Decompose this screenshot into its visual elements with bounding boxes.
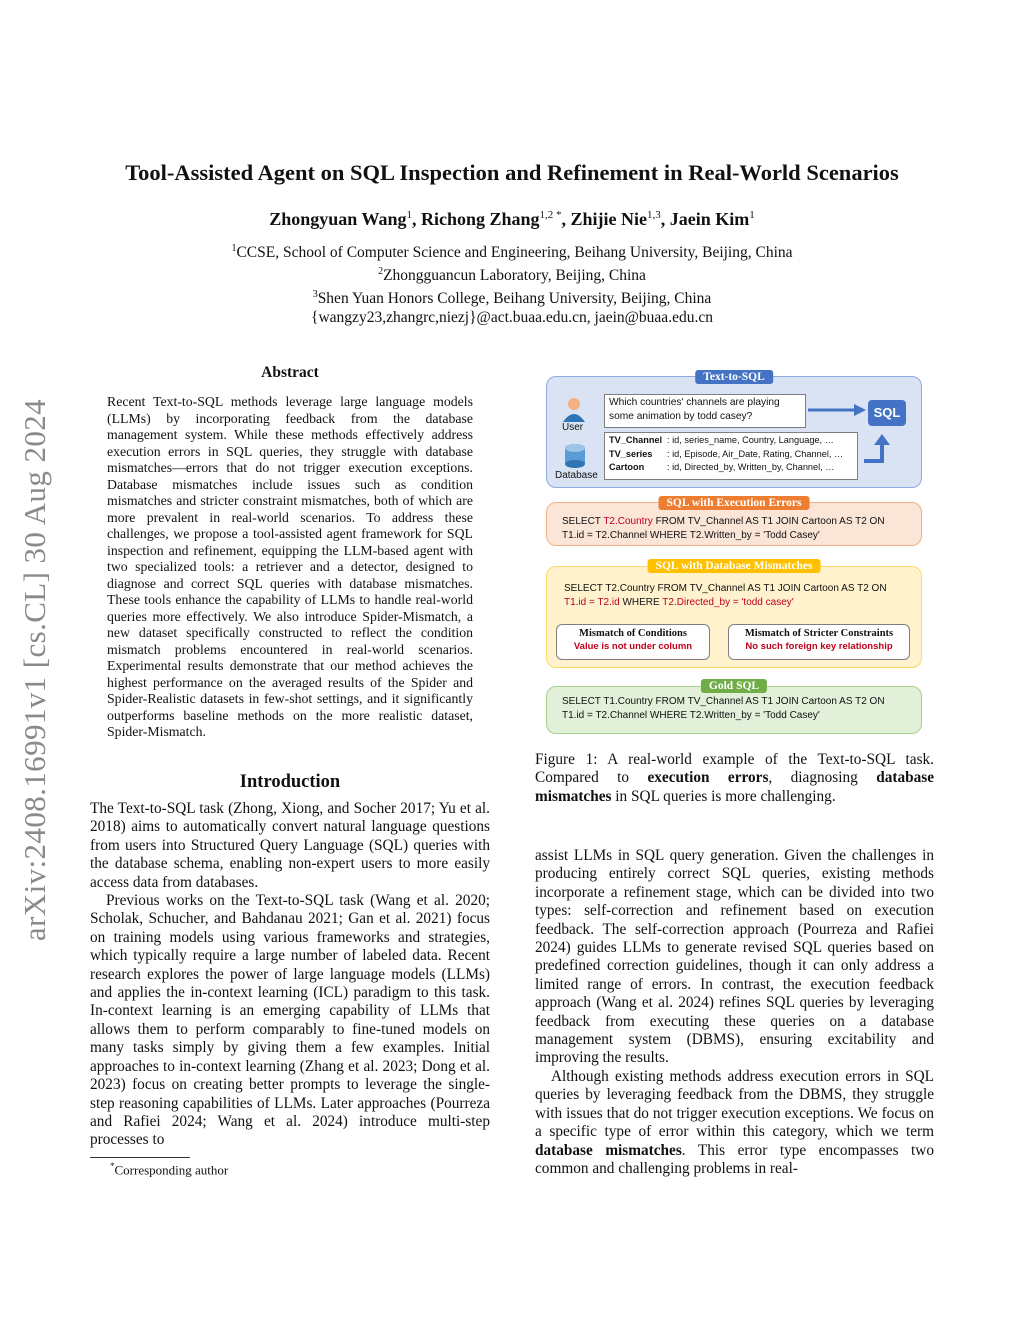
emails: {wangzy23,zhangrc,niezj}@act.buaa.edu.cn, jaein@buaa.edu.cn bbox=[311, 309, 713, 327]
footnote bbox=[110, 1161, 228, 1178]
affiliation bbox=[80, 285, 944, 308]
body-bold: database mismatches bbox=[535, 1141, 682, 1159]
arxiv-sidebar bbox=[10, 380, 60, 960]
mismatch-detail: Value is not under column bbox=[573, 641, 693, 652]
sql-line: T1.id = T2.Channel WHERE T2.Written_by = 'Todd Casey' bbox=[562, 710, 820, 721]
table-name: Cartoon bbox=[609, 462, 645, 472]
right-column-body bbox=[535, 847, 934, 1178]
table-name: TV_series bbox=[609, 448, 653, 459]
figure-1 bbox=[546, 368, 922, 738]
sql-line: T1.id = T2.Channel WHERE T2.Written_by = 'Todd Casey' bbox=[562, 530, 820, 541]
caption-text: , diagnosing bbox=[768, 769, 877, 787]
body-paragraph-2 bbox=[535, 1068, 934, 1178]
affiliation bbox=[80, 239, 944, 262]
user-icon bbox=[562, 396, 586, 422]
sql-error-text: T2.Country bbox=[603, 516, 653, 527]
author-name: Jaein Kim bbox=[669, 209, 750, 229]
author-name: Richong Zhang bbox=[420, 209, 540, 229]
execution-error-sql bbox=[562, 515, 885, 543]
arrow-right-icon bbox=[808, 403, 866, 417]
affiliation-sup: 3 bbox=[312, 289, 318, 301]
schema-row bbox=[609, 448, 853, 462]
affiliation-sup: 2 bbox=[378, 266, 384, 278]
arrow-up-icon bbox=[862, 434, 892, 464]
author-sup: 1 bbox=[406, 209, 412, 221]
sql-text: FROM TV_Channel AS T1 JOIN Cartoon AS T2 ON bbox=[652, 516, 885, 527]
sql-line: SELECT T2.Country FROM TV_Channel AS T1 JOIN Cartoon AS T2 ON bbox=[564, 583, 887, 594]
intro-body bbox=[90, 800, 490, 1150]
affiliations bbox=[80, 239, 944, 327]
introduction-heading: Introduction bbox=[239, 772, 341, 792]
sql-line bbox=[564, 596, 887, 610]
sql-error-text: T1.id = T2.id bbox=[564, 597, 620, 608]
sql-text: WHERE bbox=[619, 597, 663, 608]
affiliation-text: Zhongguancun Laboratory, Beijing, China bbox=[383, 267, 646, 285]
body-paragraph-1: assist LLMs in SQL query generation. Given the challenges in producing entirely correct SQL queries, existing methods incorporate a refinement stage, which can be divided into two types: self-correction and refinement based on execution feedback. The self-correction approach (Pourreza and Rafiei 2024) guides LLMs to generate revised SQL queries based on predefined correction guidelines, though it can only address a limited range of errors. In contrast, the execution feedback approach (Wang et al. 2024) refines SQL queries by leveraging feedback from executing these queries on a database management system (DBMS), ensuring excitability and improving the results. bbox=[535, 847, 934, 1067]
caption-text: in SQL queries is more challenging. bbox=[611, 787, 836, 805]
footnote-mark: * bbox=[110, 1161, 115, 1171]
paper-title: Tool-Assisted Agent on SQL Inspection and Refinement in Real-World Scenarios bbox=[125, 160, 899, 185]
affiliation-sup: 1 bbox=[231, 243, 237, 254]
table-columns: : id, Episode, Air_Date, Rating, Channel, … bbox=[667, 448, 844, 459]
panel-title: Text-to-SQL bbox=[695, 370, 773, 384]
abstract-heading: Abstract bbox=[261, 364, 319, 381]
mismatch-constraints-box bbox=[728, 624, 910, 660]
affiliation bbox=[80, 262, 944, 285]
author-sup: 1 bbox=[749, 209, 755, 221]
body-text: . This error type encompasses two common and challenging problems in real- bbox=[535, 1141, 934, 1177]
sql-error-text: T2.Directed_by = 'todd casey' bbox=[662, 597, 794, 608]
table-columns: : id, Directed_by, Written_by, Channel, … bbox=[667, 462, 835, 472]
sql-line: SELECT T1.Country FROM TV_Channel AS T1 JOIN Cartoon AS T2 ON bbox=[562, 696, 885, 707]
sql-text: SELECT bbox=[562, 516, 604, 527]
intro-paragraph-1: The Text-to-SQL task (Zhong, Xiong, and Socher 2017; Yu et al. 2018) aims to automatically convert natural language questions from users into Structured Query Language (SQL) queries with the database schema, enabling non-expert users to more easily access data from databases. bbox=[90, 800, 490, 891]
panel-title: Gold SQL bbox=[701, 679, 767, 693]
author-name: Zhijie Nie bbox=[570, 209, 648, 229]
gold-sql bbox=[562, 695, 885, 723]
intro-paragraph-2: Previous works on the Text-to-SQL task (Wang et al. 2020; Scholak, Schucher, and Bahdanau 2021; Gan et al. 2021) focus on training models using various frameworks and strategies, which typically require a large number of labeled data. Recent research explores the power of large language models (LLMs) and applies the in-context learning (ICL) paradigm to this task. In-context learning is an emerging capability of LLMs that allows them to perform comparably to fine-tuned models on many tasks simply by giving them a few examples. Initial approaches to in-context learning (Zhang et al. 2023; Dong et al. 2023) focus on creating better prompts to leverage the single-step reasoning capabilities of LLMs. Later approaches (Pourreza and Rafiei 2024; Wang et al. 2024) introduce multi-step processes to bbox=[90, 892, 490, 1149]
schema-box bbox=[604, 432, 858, 480]
footnote-text: Corresponding author bbox=[114, 1162, 229, 1178]
caption-bold: database mismatches bbox=[535, 769, 934, 805]
author-name: Zhongyuan Wang bbox=[269, 209, 407, 229]
database-icon bbox=[564, 444, 586, 468]
caption-bold: execution errors bbox=[647, 769, 769, 787]
mismatch-sql bbox=[564, 582, 887, 610]
panel-title: SQL with Execution Errors bbox=[659, 496, 810, 510]
panel-title: SQL with Database Mismatches bbox=[648, 559, 821, 573]
table-columns: : id, series_name, Country, Language, … bbox=[667, 435, 834, 445]
affiliation-text: CCSE, School of Computer Science and Engineering, Beihang University, Beijing, China bbox=[236, 244, 793, 262]
schema-row bbox=[609, 434, 853, 448]
mismatch-conditions-box bbox=[556, 624, 710, 660]
author-list: Zhongyuan Wang$^1$, Richong Zhang$^{1,2 *}$, Zhijie Nie$^{1,3}$, Jaein Kim$^1$ bbox=[269, 209, 755, 229]
sql-line bbox=[562, 515, 885, 529]
database-label: Database bbox=[555, 470, 598, 481]
caption-text: Figure 1: A real-world example of the Text-to-SQL task. Compared to bbox=[535, 751, 934, 787]
schema-row bbox=[609, 461, 853, 475]
sql-badge: SQL bbox=[868, 400, 906, 426]
question-bubble: Which countries' channels are playing some animation by todd casey? bbox=[604, 394, 806, 428]
author-sup: 1,3 bbox=[647, 209, 661, 221]
table-name: TV_Channel bbox=[609, 435, 663, 445]
user-label: User bbox=[562, 422, 584, 433]
affiliation-text: Shen Yuan Honors College, Beihang University, Beijing, China bbox=[317, 290, 712, 308]
arxiv-id: arXiv:2408.16991v1 [cs.CL] 30 Aug 2024 bbox=[17, 398, 52, 942]
mismatch-detail: No such foreign key relationship bbox=[745, 641, 893, 652]
figure-caption bbox=[535, 751, 934, 806]
author-sup: 1,2 * bbox=[539, 209, 562, 221]
footnote-rule bbox=[90, 1157, 190, 1158]
abstract-text: Recent Text-to-SQL methods leverage large language models (LLMs) by incorporating feedback from the database management system. While these methods effectively address execution errors in SQL queries, they struggle with database mismatches—errors that do not trigger execution exceptions. Database mismatches include issues such as condition mismatches and stricter constraint mismatches, both of which are more prevalent in real-world scenarios. To address these challenges, we propose a tool-assisted agent framework for SQL inspection and refinement, equipping the LLM-based agent with two specialized tools: a retriever and a detector, designed to diagnose and correct SQL queries with database mismatches. These tools enhance the capability of LLMs to handle real-world queries more effectively. We also introduce Spider-Mismatch, a new dataset specifically constructed to reflect the condition mismatch problems encountered in real-world scenarios. Experimental results demonstrate that our method achieves the highest performance on the averaged results of the Spider and Spider-Realistic datasets in few-shot settings, and it significantly outperforms baseline methods on the more realistic dataset, Spider-Mismatch. bbox=[107, 394, 473, 739]
body-text: Although existing methods address execution errors in SQL queries by leveraging feedback from the DBMS, they struggle with issues that do not trigger execution exceptions. We focus on a specific type of error within this category, which we term bbox=[535, 1067, 934, 1141]
mismatch-title: Mismatch of Stricter Constraints bbox=[744, 628, 894, 639]
mismatch-title: Mismatch of Conditions bbox=[579, 628, 687, 639]
